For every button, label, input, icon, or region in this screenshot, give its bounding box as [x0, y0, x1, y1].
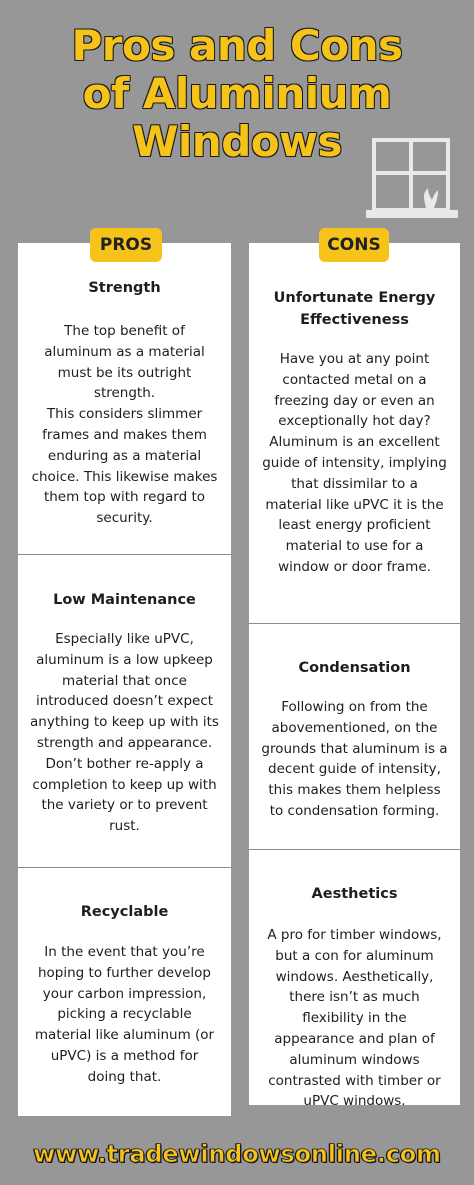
pros-column [18, 243, 231, 1116]
pros-badge: PROS [90, 228, 162, 262]
website-url[interactable]: www.tradewindowsonline.com [33, 1140, 441, 1168]
divider [18, 867, 231, 868]
pros-item-recyclable [18, 901, 231, 1088]
pros-item-strength [18, 277, 231, 529]
cons-badge: CONS [319, 228, 389, 262]
pros-item-low-maintenance [18, 589, 231, 837]
cons-item-heading: Condensation [298, 660, 411, 676]
cons-item-heading: Aesthetics [311, 886, 398, 902]
pros-item-body: In the event that you’re hoping to further develop your carbon impression, picking a recyclable material like aluminum (or uPVC) is a method for doing that. [34, 944, 215, 1085]
cons-item-aesthetics [249, 883, 460, 1112]
title-line-2: of Aluminium [82, 68, 392, 118]
cons-item-body: Following on from the abovementioned, on the grounds that aluminum is a decent guide of intensity, this makes them helpless to condensation forming. [261, 699, 448, 819]
divider [18, 554, 231, 555]
pros-item-heading: Low Maintenance [53, 592, 196, 608]
divider [249, 849, 460, 850]
pros-item-body: Especially like uPVC, aluminum is a low upkeep material that once introduced doesn’t expect anything to keep up with its strength and appearance. Don’t bother re-apply a completion to keep up with the variety or to prevent rust. [30, 631, 219, 835]
title-line-3: Windows [132, 116, 342, 166]
divider [249, 623, 460, 624]
window-icon [364, 136, 460, 222]
cons-item-heading: Unfortunate Energy Effectiveness [273, 290, 436, 328]
pros-item-heading: Strength [88, 280, 161, 296]
cons-item-energy [249, 287, 460, 578]
cons-item-condensation [249, 657, 460, 822]
cons-item-body: A pro for timber windows, but a con for aluminum windows. Aesthetically, there isn’t as much flexibility in the appearance and plan of aluminum windows contrasted with timber or uPVC windows. [267, 927, 442, 1110]
pros-item-heading: Recyclable [80, 904, 169, 920]
pros-item-body: The top benefit of aluminum as a material must be its outright strength. This considers slimmer frames and makes them enduring as a material choice. This likewise makes them top with regard to security. [31, 323, 218, 527]
cons-item-body: Have you at any point contacted metal on a freezing day or even an exceptionally hot day? Aluminum is an excellent guide of intensity, implying that dissimilar to a material like uPVC it is the least energy proficient material to use for a window or door frame. [262, 351, 447, 575]
cons-column [249, 243, 460, 1110]
title-line-1: Pros and Cons [71, 21, 403, 70]
